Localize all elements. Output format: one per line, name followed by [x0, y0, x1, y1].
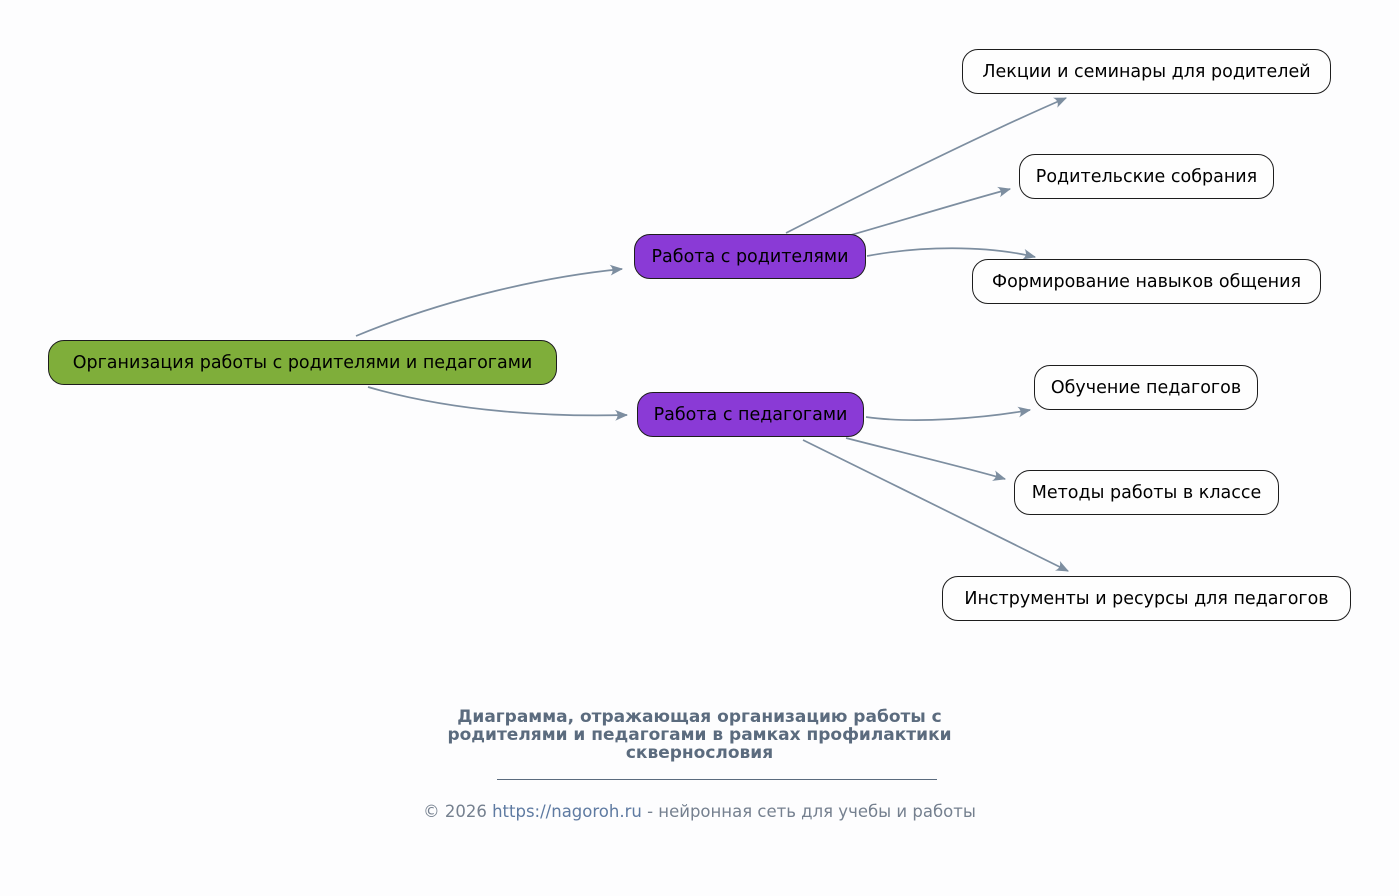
footer-credit — [0, 802, 1399, 821]
edge-teachers-to-training — [866, 410, 1030, 420]
edge-parents-to-skills — [867, 248, 1035, 257]
leaf-node-lectures-seminars: Лекции и семинары для родителей — [962, 49, 1331, 94]
leaf-node-teacher-training: Обучение педагогов — [1034, 365, 1258, 410]
branch-node-work-with-parents: Работа с родителями — [634, 234, 866, 279]
leaf-node-parent-meetings: Родительские собрания — [1019, 154, 1274, 199]
root-node-organization: Организация работы с родителями и педагогами — [48, 340, 557, 385]
branch-node-work-with-teachers: Работа с педагогами — [637, 392, 864, 437]
leaf-node-classroom-methods: Методы работы в классе — [1014, 470, 1279, 515]
edge-root-to-teachers — [368, 387, 627, 415]
caption-divider — [497, 779, 937, 780]
leaf-node-tools-resources: Инструменты и ресурсы для педагогов — [942, 576, 1351, 621]
footer-copyright: © 2026 — [423, 802, 493, 821]
leaf-node-communication-skills: Формирование навыков общения — [972, 259, 1321, 304]
footer-tagline: - нейронная сеть для учебы и работы — [641, 802, 976, 821]
diagram-caption: Диаграмма, отражающая организацию работы с родителями и педагогами в рамках профилактики сквернословия — [447, 707, 952, 763]
edge-parents-to-meetings — [851, 189, 1010, 235]
footer-site-link[interactable]: https://nagoroh.ru — [492, 802, 642, 821]
edge-root-to-parents — [356, 269, 622, 336]
